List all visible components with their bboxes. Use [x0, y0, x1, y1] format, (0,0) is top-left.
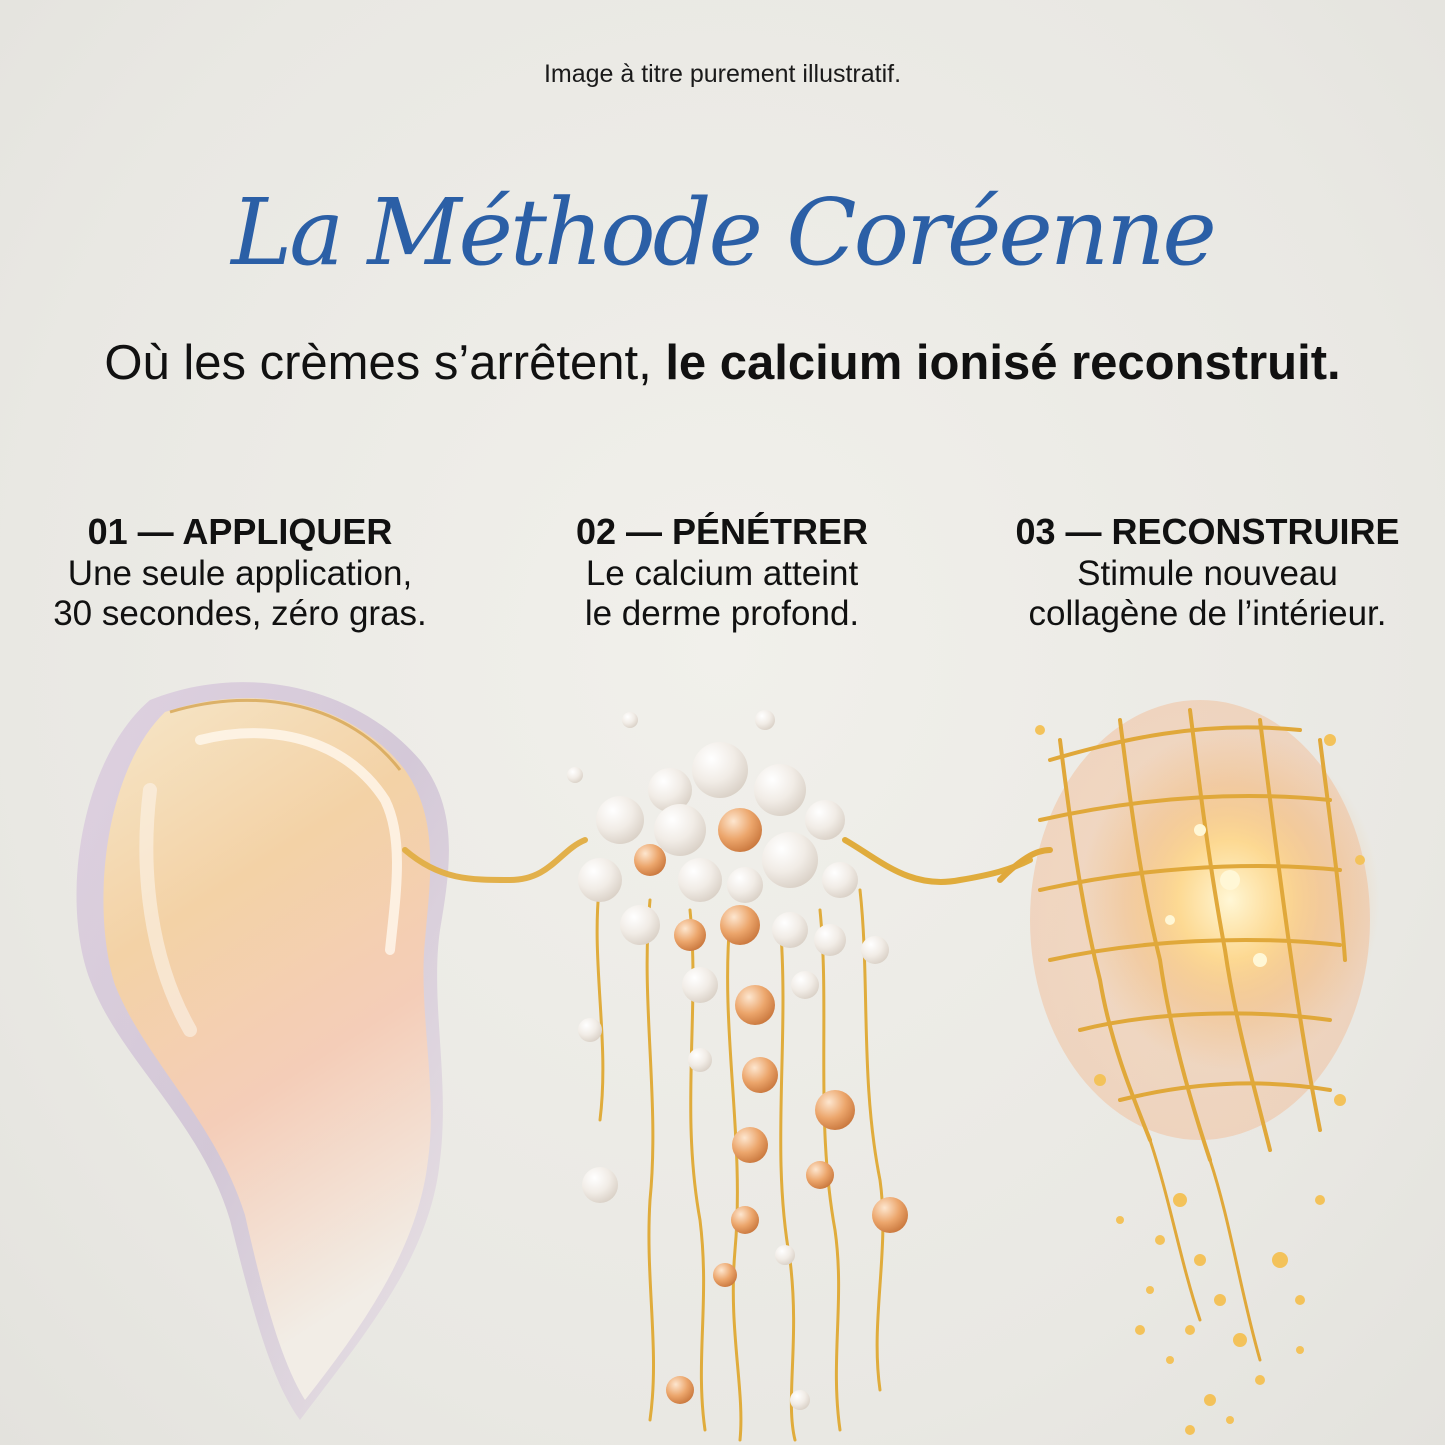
pearl-cluster-illustration — [567, 710, 1030, 1440]
page-title: La Méthode Coréenne — [231, 179, 1214, 286]
process-illustration — [0, 650, 1445, 1445]
step-1-line-2: 30 secondes, zéro gras. — [53, 594, 427, 633]
subtitle — [0, 335, 1445, 391]
step-3-line-2: collagène de l’intérieur. — [1028, 594, 1387, 633]
subtitle-bold: le calcium ionisé reconstruit. — [665, 336, 1341, 390]
step-3-line-1: Stimule nouveau — [1077, 554, 1338, 593]
disclaimer-text: Image à titre purement illustratif. — [543, 60, 902, 88]
step-2-line-2: le derme profond. — [584, 594, 860, 633]
step-2-line-1: Le calcium atteint — [585, 554, 859, 593]
step-2-heading: 02 — PÉNÉTRER — [575, 511, 869, 552]
step-1 — [10, 510, 470, 634]
step-2 — [492, 510, 952, 634]
step-3 — [975, 510, 1440, 634]
subtitle-regular: Où les crèmes s’arrêtent, — [104, 336, 666, 390]
collagen-mesh-illustration — [1000, 700, 1380, 1435]
cream-swatch-illustration — [77, 682, 586, 1420]
step-1-heading: 01 — APPLIQUER — [87, 511, 393, 552]
step-1-line-1: Une seule application, — [67, 554, 413, 593]
step-3-heading: 03 — RECONSTRUIRE — [1015, 511, 1400, 552]
